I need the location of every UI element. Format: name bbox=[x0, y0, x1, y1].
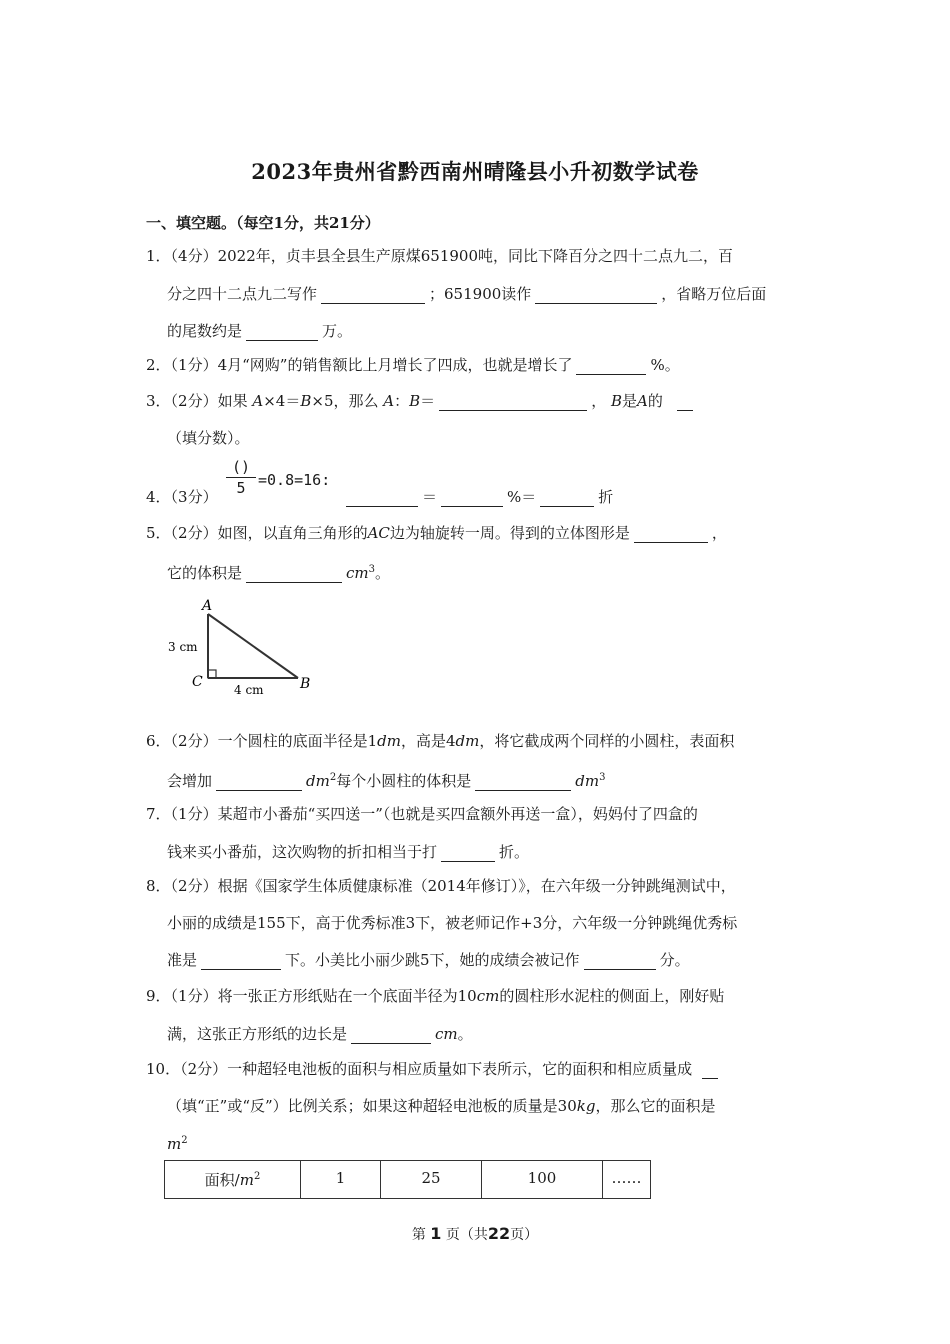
label-b: B bbox=[300, 676, 311, 692]
q1-line1: 1．（4分）2022年，贞丰县全县生产原煤651900吨，同比下降百分之四十二点九二，百 bbox=[146, 247, 734, 265]
q5-line1: 5．（2分）如图，以直角三角形的AC边为轴旋转一周。得到的立体图形是 ， bbox=[146, 524, 727, 542]
answer-blank[interactable] bbox=[321, 287, 425, 304]
answer-blank[interactable] bbox=[246, 324, 318, 341]
label-side-ac: 3 cm bbox=[168, 640, 198, 654]
answer-blank[interactable] bbox=[584, 953, 656, 970]
q1-line2: 分之四十二点九二写作 ；651900读作 ，省略万位后面 bbox=[167, 285, 767, 303]
label-side-cb: 4 cm bbox=[234, 683, 264, 697]
answer-blank[interactable] bbox=[441, 490, 503, 507]
table-cell: 100 bbox=[482, 1161, 603, 1199]
answer-blank[interactable] bbox=[535, 287, 657, 304]
q3-line2: （填分数）。 bbox=[167, 429, 250, 447]
q8-line3: 准是 下。小美比小丽少跳5下，她的成绩会被记作 分。 bbox=[167, 951, 690, 969]
q10-line2: （填“正”或“反”）比例关系；如果这种超轻电池板的质量是30kg，那么它的面积是 bbox=[167, 1097, 716, 1115]
page-title: 2023年贵州省黔西南州晴隆县小升初数学试卷 bbox=[251, 159, 699, 184]
right-triangle-figure bbox=[160, 590, 330, 700]
q3-line1: 3．（2分）如果 A×4＝B×5，那么 A：B＝ ， B是A的 bbox=[146, 391, 697, 411]
table-cell: 面积$/m^2$ bbox=[165, 1161, 301, 1199]
table-cell: …… bbox=[603, 1161, 651, 1199]
hypotenuse-ab bbox=[208, 614, 298, 678]
answer-blank[interactable] bbox=[677, 394, 693, 411]
q10-line1: 10．（2分）一种超轻电池板的面积与相应质量如下表所示，它的面积和相应质量成 bbox=[146, 1059, 722, 1079]
q8-line1: 8．（2分）根据《国家学生体质健康标准（2014年修订）》，在六年级一分钟跳绳测试中， bbox=[146, 877, 736, 895]
table-cell: 25 bbox=[381, 1161, 482, 1199]
answer-blank[interactable] bbox=[346, 490, 418, 507]
answer-blank[interactable] bbox=[475, 774, 571, 791]
q10-line3: $m^2$ bbox=[167, 1135, 188, 1153]
right-angle-mark bbox=[208, 670, 216, 678]
answer-blank[interactable] bbox=[351, 1027, 431, 1044]
answer-blank[interactable] bbox=[246, 566, 342, 583]
q1-line3: 的尾数约是 万。 bbox=[167, 322, 353, 340]
q5-line2: 它的体积是 $cm^3$。 bbox=[167, 564, 391, 582]
fraction-equation: =0.8=16: bbox=[258, 471, 331, 489]
data-table bbox=[164, 1160, 651, 1199]
q7-line2: 钱来买小番茄，这次购物的折扣相当于打 折。 bbox=[167, 843, 530, 861]
label-a: A bbox=[202, 598, 213, 614]
answer-blank[interactable] bbox=[439, 394, 587, 411]
answer-blank[interactable] bbox=[702, 1062, 718, 1079]
q4-blanks: ＝ %＝ 折 bbox=[342, 487, 613, 507]
q6-line2: 会增加 $dm^2$每个小圆柱的体积是 $dm^3$ bbox=[167, 772, 606, 790]
q9-line2: 满，这张正方形纸的边长是 cm。 bbox=[167, 1025, 473, 1043]
fraction: () 5 bbox=[226, 458, 256, 497]
q8-line2: 小丽的成绩是155下，高于优秀标准3下，被老师记作+3分，六年级一分钟跳绳优秀标 bbox=[167, 914, 738, 932]
answer-blank[interactable] bbox=[634, 526, 708, 543]
page-footer: 第 1 页（共22页） bbox=[411, 1224, 539, 1243]
q9-line1: 9．（1分）将一张正方形纸贴在一个底面半径为10cm的圆柱形水泥柱的侧面上，刚好贴 bbox=[146, 987, 725, 1005]
q2-line: 2．（1分）4月“网购”的销售额比上月增长了四成，也就是增长了 %。 bbox=[146, 356, 680, 374]
answer-blank[interactable] bbox=[576, 358, 646, 375]
q7-line1: 7．（1分）某超市小番茄“买四送一”（也就是买四盒额外再送一盒），妈妈付了四盒的 bbox=[146, 805, 698, 823]
answer-blank[interactable] bbox=[216, 774, 302, 791]
q6-line1: 6．（2分）一个圆柱的底面半径是1dm，高是4dm，将它截成两个同样的小圆柱，表面积 bbox=[146, 732, 735, 750]
answer-blank[interactable] bbox=[441, 845, 495, 862]
table-cell: 1 bbox=[301, 1161, 381, 1199]
section-heading: 一、填空题。（每空1分，共21分） bbox=[146, 214, 380, 232]
answer-blank[interactable] bbox=[540, 490, 594, 507]
table-row bbox=[165, 1161, 651, 1199]
q4-label: 4．（3分） bbox=[146, 488, 218, 506]
answer-blank[interactable] bbox=[201, 953, 281, 970]
label-c: C bbox=[192, 674, 203, 690]
